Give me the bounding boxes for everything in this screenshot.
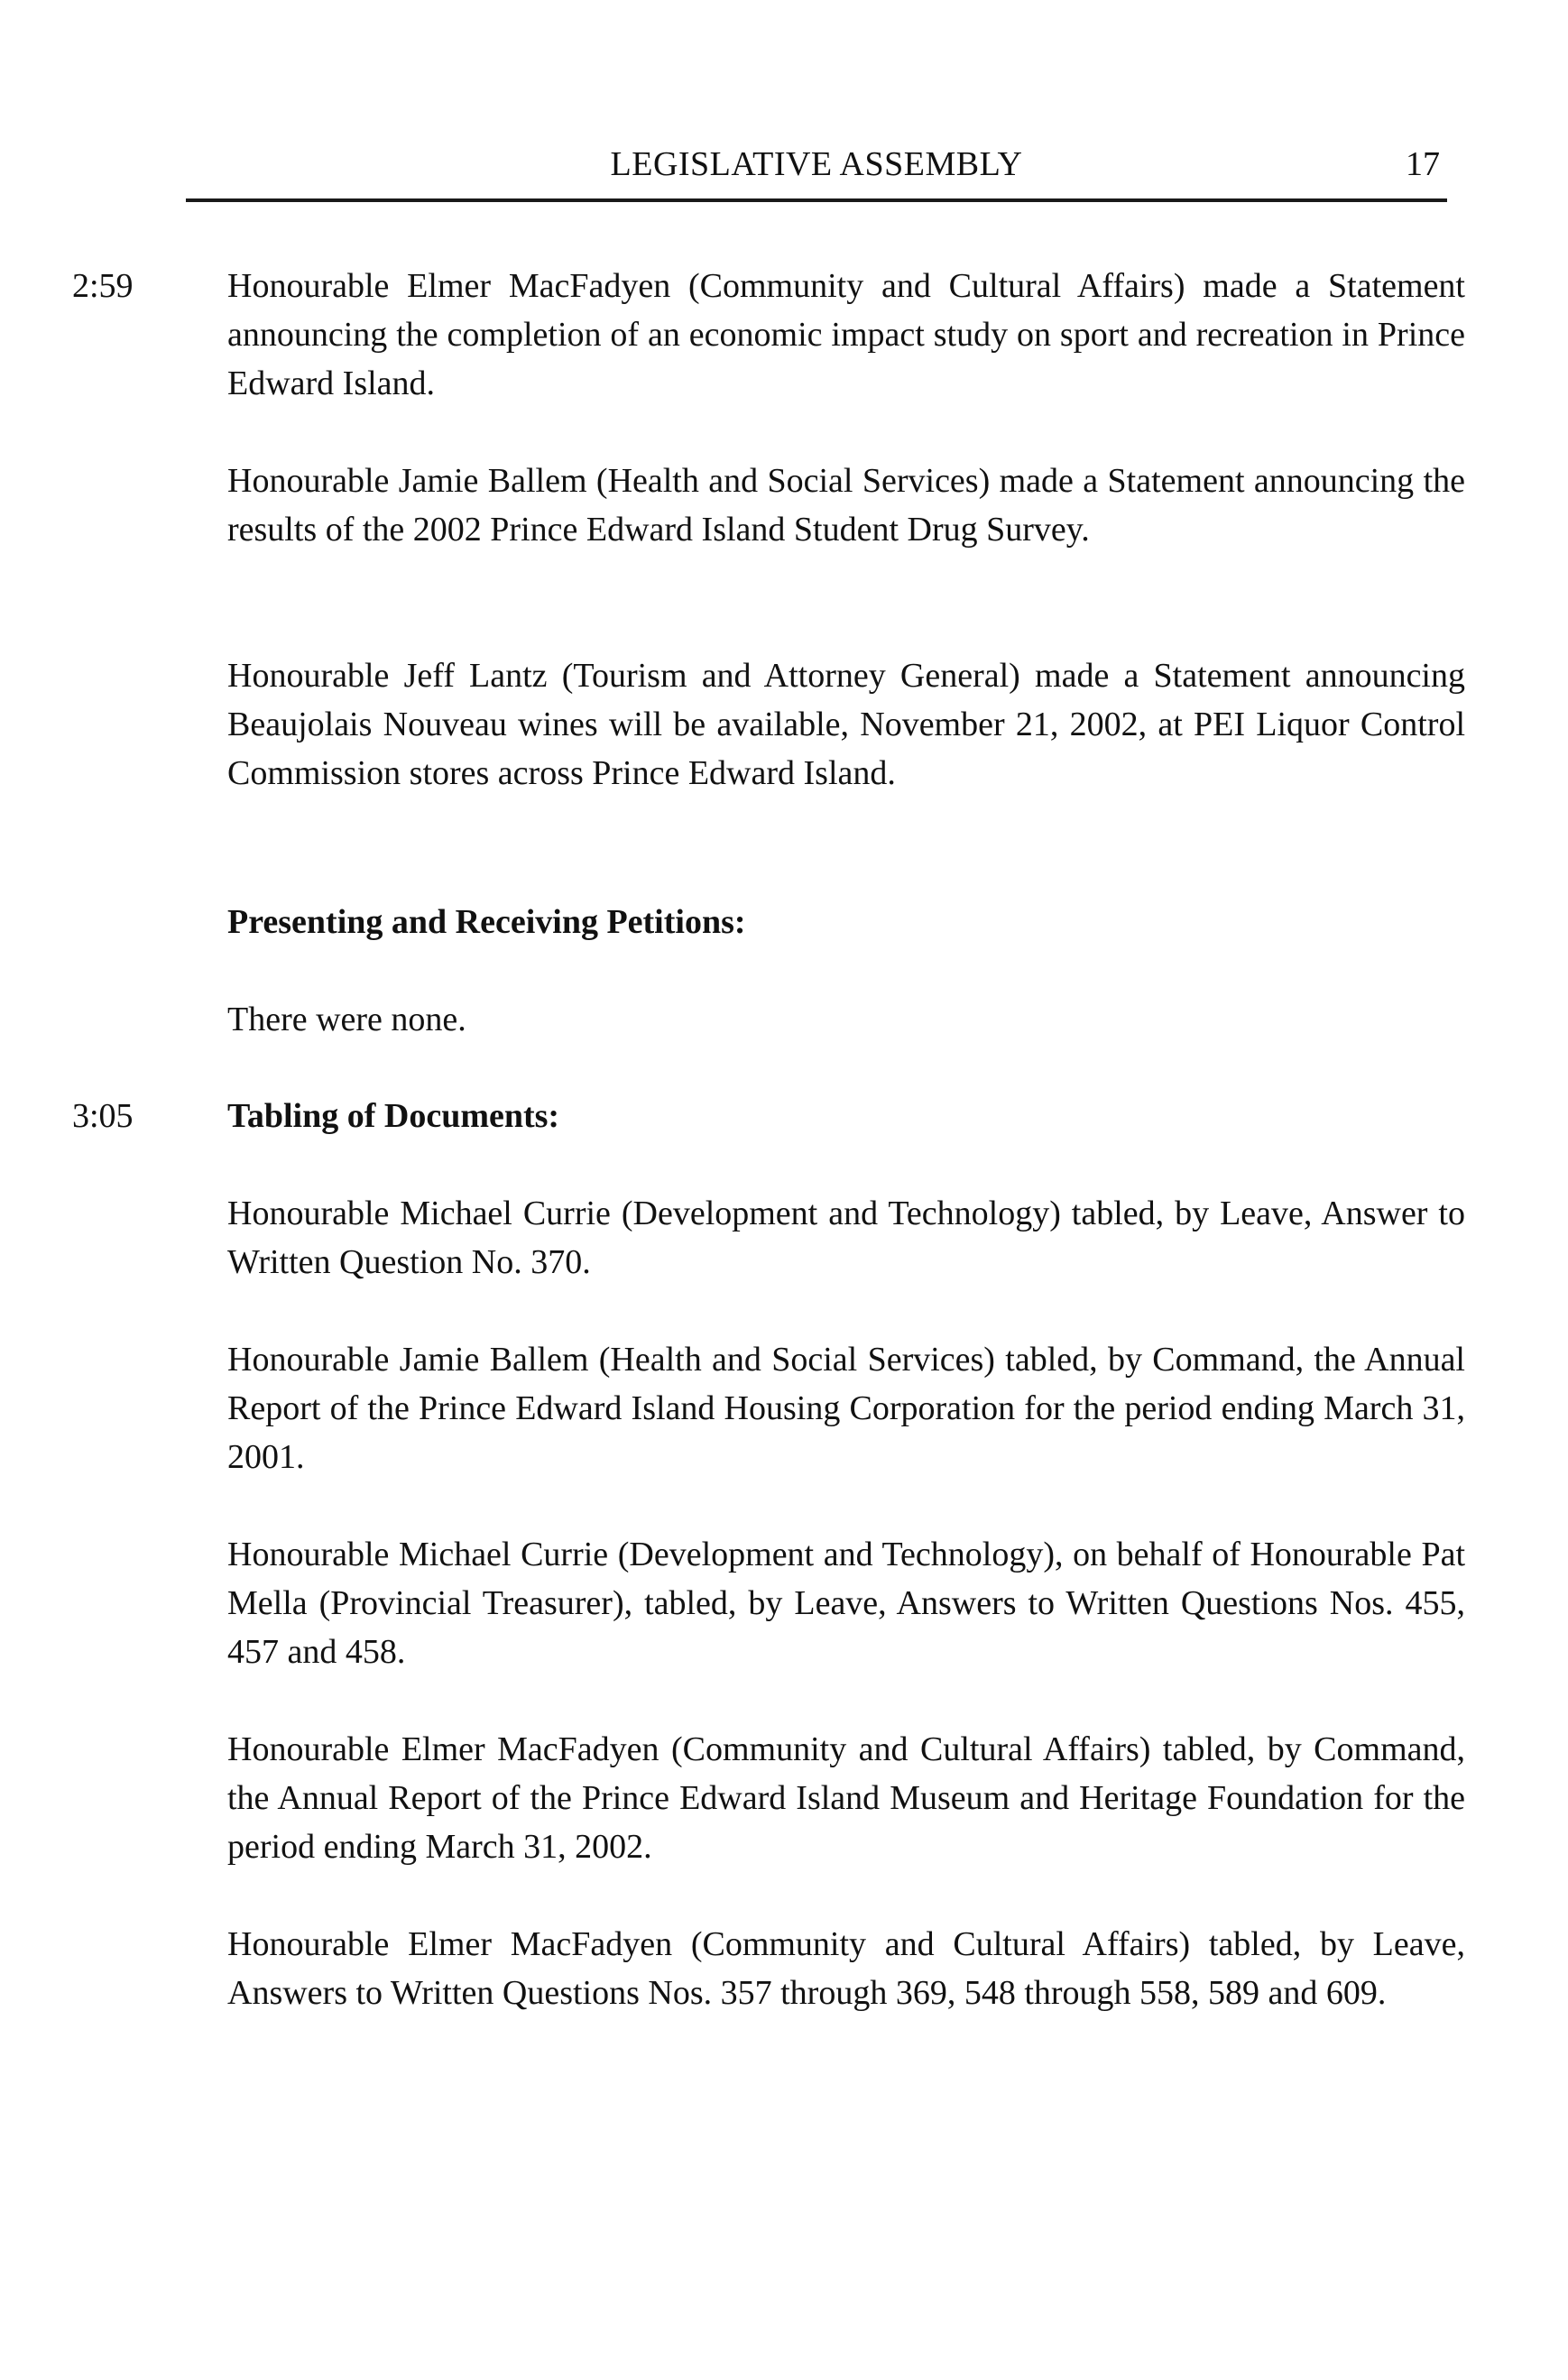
tabling-paragraph: Honourable Elmer MacFadyen (Community and Cultural Affairs) tabled, by Command, the Annual Report of the Prince Edward Island Museum and Heritage Foundation for the period ending March 31, 2002.: [227, 1730, 1465, 1866]
statement-paragraph: Honourable Jeff Lantz (Tourism and Attorney General) made a Statement announcing Beaujolais Nouveau wines will be available, November 21, 2002, at PEI Liquor Control Commission stores across Prince Edward Island.: [227, 657, 1465, 792]
tabling-paragraph: Honourable Michael Currie (Development and Technology), on behalf of Honourable Pat Mella (Provincial Treasurer), tabled, by Leave, Answers to Written Questions Nos. 455, 457 and 458.: [227, 1536, 1465, 1671]
statement-paragraph: Honourable Elmer MacFadyen (Community and Cultural Affairs) made a Statement announcing the completion of an economic impact study on sport and recreation in Prince Edward Island.: [227, 267, 1465, 402]
section-heading-petitions: Presenting and Receiving Petitions:: [227, 903, 746, 941]
time-stamp: 2:59: [72, 267, 134, 305]
tabling-paragraph: Honourable Michael Currie (Development and Technology) tabled, by Leave, Answer to Written Question No. 370.: [227, 1195, 1465, 1281]
page-header: [186, 143, 1447, 202]
petitions-paragraph: There were none.: [227, 1001, 466, 1038]
section-heading-tabling: Tabling of Documents:: [227, 1097, 560, 1135]
statement-paragraph: Honourable Jamie Ballem (Health and Social Services) made a Statement announcing the results of the 2002 Prince Edward Island Student Drug Survey.: [227, 462, 1465, 549]
tabling-paragraph: Honourable Jamie Ballem (Health and Social Services) tabled, by Command, the Annual Report of the Prince Edward Island Housing Corporation for the period ending March 31, 2001.: [227, 1341, 1465, 1476]
time-stamp: 3:05: [72, 1097, 134, 1135]
tabling-paragraph: Honourable Elmer MacFadyen (Community and Cultural Affairs) tabled, by Leave, Answers to Written Questions Nos. 357 through 369, 548 through 558, 589 and 609.: [227, 1925, 1465, 2012]
page-header-title: LEGISLATIVE ASSEMBLY: [610, 145, 1023, 183]
page-number: 17: [1406, 145, 1440, 183]
